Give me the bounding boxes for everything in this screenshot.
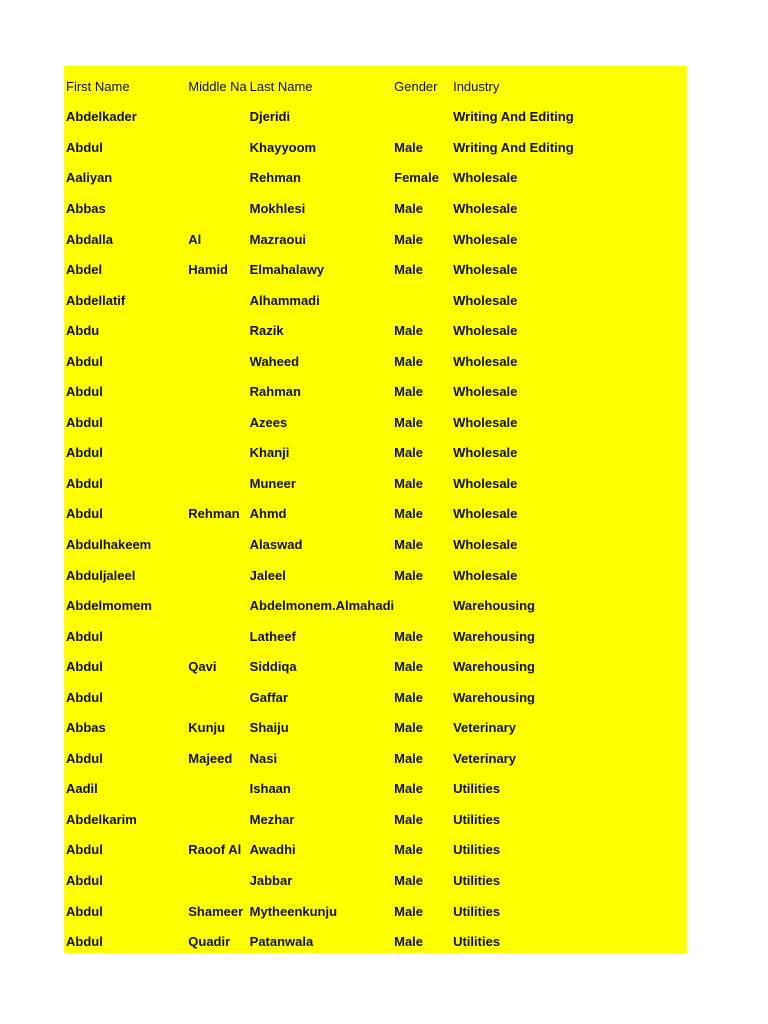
table-row — [66, 865, 687, 896]
cell-last-name[interactable]: Mazraoui — [249, 231, 306, 247]
cell-first-name[interactable]: Abbas — [66, 200, 106, 216]
cell-last-name[interactable]: Nasi — [249, 750, 278, 766]
cell-last-name[interactable]: Razik — [249, 323, 284, 339]
table-row — [66, 499, 687, 530]
cell-first-name[interactable]: Abdul — [66, 903, 103, 919]
cell-last-name[interactable]: Alaswad — [249, 536, 303, 552]
cell-last-name[interactable]: Patanwala — [249, 934, 314, 950]
cell-first-name[interactable]: Abdelkader — [66, 109, 137, 125]
cell-last-name[interactable]: Elmahalawy — [249, 262, 325, 278]
cell-industry[interactable]: Veterinary — [453, 750, 516, 766]
cell-last-name[interactable]: Rehman — [249, 170, 301, 186]
cell-last-name[interactable]: Jaleel — [249, 567, 286, 583]
header-first-name[interactable]: First Name — [66, 78, 130, 94]
cell-first-name[interactable]: Abdul — [66, 139, 103, 155]
table-row — [66, 926, 687, 957]
cell-middle-name[interactable] — [188, 163, 249, 194]
cell-industry[interactable]: Utilities — [453, 903, 501, 919]
cell-middle-name[interactable] — [188, 438, 249, 469]
cell-middle-name[interactable] — [188, 682, 249, 713]
cell-last-name[interactable]: Muneer — [249, 475, 296, 491]
table-row — [66, 102, 687, 133]
cell-gender[interactable]: Male — [394, 445, 424, 461]
cell-gender[interactable]: Male — [394, 384, 424, 400]
cell-middle-name[interactable] — [188, 346, 249, 377]
cell-gender[interactable] — [394, 285, 453, 316]
cell-middle-name[interactable] — [188, 407, 249, 438]
table-row — [66, 743, 687, 774]
cell-gender[interactable]: Male — [394, 506, 424, 522]
cell-middle-name[interactable] — [188, 376, 249, 407]
cell-last-name[interactable]: Gaffar — [249, 689, 288, 705]
cell-middle-name[interactable] — [188, 102, 249, 133]
cell-first-name[interactable]: Abdul — [66, 750, 103, 766]
cell-industry[interactable]: Warehousing — [453, 689, 535, 705]
cell-middle-name[interactable] — [188, 315, 249, 346]
cell-first-name[interactable]: Abdelmomem — [66, 598, 152, 614]
cell-gender[interactable]: Male — [394, 689, 424, 705]
cell-middle-name[interactable]: Majeed — [188, 750, 233, 766]
cell-industry[interactable]: Wholesale — [453, 231, 518, 247]
cell-gender[interactable]: Male — [394, 842, 424, 858]
table-row — [66, 132, 687, 163]
cell-first-name[interactable]: Abdul — [66, 934, 103, 950]
table-row — [66, 407, 687, 438]
cell-industry[interactable]: Wholesale — [453, 445, 518, 461]
table-row — [66, 896, 687, 927]
cell-gender[interactable]: Male — [394, 872, 424, 888]
cell-first-name[interactable]: Abbas — [66, 720, 106, 736]
table-row — [66, 651, 687, 682]
cell-last-name[interactable]: Latheef — [249, 628, 296, 644]
cell-gender[interactable] — [394, 102, 453, 133]
cell-first-name[interactable]: Abdelkarim — [66, 811, 137, 827]
cell-industry[interactable]: Wholesale — [453, 384, 518, 400]
cell-gender[interactable]: Male — [394, 750, 424, 766]
cell-industry[interactable]: Wholesale — [453, 292, 518, 308]
cell-last-name[interactable]: Rahman — [249, 384, 301, 400]
table-row — [66, 774, 687, 805]
cell-gender[interactable]: Male — [394, 414, 424, 430]
cell-industry[interactable]: Writing And Editing — [453, 109, 574, 125]
cell-middle-name[interactable]: Qavi — [188, 659, 217, 675]
table-row — [66, 529, 687, 560]
cell-gender[interactable]: Male — [394, 659, 424, 675]
cell-middle-name[interactable] — [188, 193, 249, 224]
cell-gender[interactable]: Male — [394, 231, 424, 247]
table-row — [66, 285, 687, 316]
table-row — [66, 560, 687, 591]
cell-last-name[interactable]: Azees — [249, 414, 288, 430]
cell-first-name[interactable]: Abdul — [66, 353, 103, 369]
cell-last-name[interactable]: Siddiqa — [249, 659, 297, 675]
cell-middle-name[interactable] — [188, 804, 249, 835]
cell-gender[interactable]: Female — [394, 170, 439, 186]
cell-middle-name[interactable] — [188, 132, 249, 163]
cell-gender[interactable]: Male — [394, 262, 424, 278]
cell-first-name[interactable]: Aaliyan — [66, 170, 113, 186]
table-row — [66, 193, 687, 224]
cell-gender[interactable]: Male — [394, 628, 424, 644]
cell-middle-name[interactable] — [188, 590, 249, 621]
cell-last-name[interactable]: Shaiju — [249, 720, 289, 736]
cell-last-name[interactable]: Ishaan — [249, 781, 291, 797]
data-table — [66, 71, 687, 957]
cell-first-name[interactable]: Abdul — [66, 842, 103, 858]
cell-industry[interactable]: Wholesale — [453, 200, 518, 216]
cell-middle-name[interactable] — [188, 529, 249, 560]
cell-industry[interactable]: Wholesale — [453, 353, 518, 369]
cell-industry[interactable]: Veterinary — [453, 720, 516, 736]
cell-industry[interactable]: Wholesale — [453, 567, 518, 583]
cell-gender[interactable]: Male — [394, 200, 424, 216]
cell-first-name[interactable]: Abdul — [66, 475, 103, 491]
table-row — [66, 438, 687, 469]
cell-first-name[interactable]: Abdalla — [66, 231, 113, 247]
cell-middle-name[interactable] — [188, 560, 249, 591]
cell-first-name[interactable]: Abdel — [66, 262, 103, 278]
cell-last-name[interactable]: Khayyoom — [249, 139, 317, 155]
cell-middle-name[interactable]: Hamid — [188, 262, 228, 278]
cell-middle-name[interactable]: Quadir — [188, 934, 231, 950]
cell-industry[interactable]: Utilities — [453, 842, 501, 858]
header-row — [66, 71, 687, 102]
cell-industry[interactable]: Wholesale — [453, 506, 518, 522]
cell-industry[interactable]: Wholesale — [453, 536, 518, 552]
table-row — [66, 621, 687, 652]
table-row — [66, 163, 687, 194]
table-row — [66, 590, 687, 621]
cell-last-name[interactable]: Alhammadi — [249, 292, 320, 308]
cell-last-name[interactable]: Mytheenkunju — [249, 903, 338, 919]
cell-industry[interactable]: Warehousing — [453, 628, 535, 644]
cell-middle-name[interactable] — [188, 774, 249, 805]
cell-gender[interactable]: Male — [394, 536, 424, 552]
header-industry[interactable]: Industry — [453, 78, 500, 94]
cell-last-name[interactable]: Djeridi — [249, 109, 291, 125]
cell-first-name[interactable]: Abdul — [66, 414, 103, 430]
cell-last-name[interactable]: Jabbar — [249, 872, 293, 888]
cell-first-name[interactable]: Abdul — [66, 445, 103, 461]
cell-middle-name[interactable]: Shameer — [188, 903, 244, 919]
cell-middle-name[interactable] — [188, 865, 249, 896]
cell-gender[interactable]: Male — [394, 567, 424, 583]
cell-last-name[interactable]: Waheed — [249, 353, 300, 369]
cell-first-name[interactable]: Abdul — [66, 628, 103, 644]
table-row — [66, 224, 687, 255]
cell-first-name[interactable]: Abdulhakeem — [66, 536, 152, 552]
cell-industry[interactable]: Wholesale — [453, 262, 518, 278]
cell-gender[interactable]: Male — [394, 811, 424, 827]
cell-last-name[interactable]: Awadhi — [249, 842, 296, 858]
cell-gender[interactable]: Male — [394, 323, 424, 339]
cell-first-name[interactable]: Abdul — [66, 689, 103, 705]
cell-first-name[interactable]: Abduljaleel — [66, 567, 136, 583]
cell-industry[interactable]: Wholesale — [453, 323, 518, 339]
table-row — [66, 835, 687, 866]
cell-middle-name[interactable]: Kunju — [188, 720, 226, 736]
cell-first-name[interactable]: Abdellatif — [66, 292, 126, 308]
cell-gender[interactable]: Male — [394, 934, 424, 950]
cell-middle-name[interactable]: Rehman — [188, 506, 240, 522]
cell-industry[interactable]: Writing And Editing — [453, 139, 574, 155]
cell-gender[interactable]: Male — [394, 903, 424, 919]
cell-last-name[interactable]: Khanji — [249, 445, 290, 461]
cell-middle-name[interactable] — [188, 285, 249, 316]
cell-industry[interactable]: Utilities — [453, 934, 501, 950]
table-row — [66, 254, 687, 285]
spreadsheet-sheet — [64, 66, 687, 953]
table-row — [66, 468, 687, 499]
cell-gender[interactable] — [394, 590, 453, 621]
cell-gender[interactable]: Male — [394, 720, 424, 736]
cell-last-name[interactable]: Mezhar — [249, 811, 295, 827]
cell-first-name[interactable]: Abdul — [66, 659, 103, 675]
cell-industry[interactable]: Utilities — [453, 872, 501, 888]
cell-middle-name[interactable]: Raoof Al — [188, 842, 242, 858]
cell-first-name[interactable]: Abdul — [66, 506, 103, 522]
cell-last-name[interactable]: Abdelmonem.Almahadi — [249, 598, 395, 614]
cell-first-name[interactable]: Aadil — [66, 781, 98, 797]
cell-gender[interactable]: Male — [394, 781, 424, 797]
cell-industry[interactable]: Wholesale — [453, 475, 518, 491]
table-row — [66, 712, 687, 743]
table-row — [66, 376, 687, 407]
cell-gender[interactable]: Male — [394, 475, 424, 491]
cell-first-name[interactable]: Abdul — [66, 872, 103, 888]
table-row — [66, 346, 687, 377]
header-gender[interactable]: Gender — [394, 78, 438, 94]
table-row — [66, 682, 687, 713]
cell-industry[interactable]: Utilities — [453, 781, 501, 797]
cell-gender[interactable]: Male — [394, 353, 424, 369]
table-row — [66, 315, 687, 346]
cell-last-name[interactable]: Mokhlesi — [249, 200, 306, 216]
cell-middle-name[interactable] — [188, 468, 249, 499]
cell-first-name[interactable]: Abdul — [66, 384, 103, 400]
cell-gender[interactable]: Male — [394, 139, 424, 155]
cell-industry[interactable]: Utilities — [453, 811, 501, 827]
cell-industry[interactable]: Warehousing — [453, 598, 535, 614]
cell-industry[interactable]: Wholesale — [453, 414, 518, 430]
cell-industry[interactable]: Wholesale — [453, 170, 518, 186]
cell-middle-name[interactable] — [188, 621, 249, 652]
table-row — [66, 804, 687, 835]
cell-last-name[interactable]: Ahmd — [249, 506, 287, 522]
cell-industry[interactable]: Warehousing — [453, 659, 535, 675]
cell-middle-name[interactable]: Al — [188, 231, 202, 247]
header-last-name[interactable]: Last Name — [249, 78, 313, 94]
header-middle-name[interactable]: Middle Na — [188, 78, 247, 94]
cell-first-name[interactable]: Abdu — [66, 323, 100, 339]
